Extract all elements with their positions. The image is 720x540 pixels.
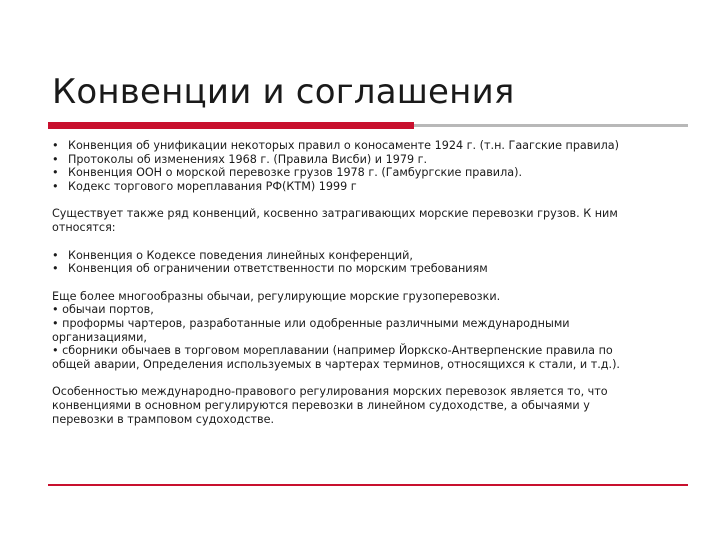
paragraph-feature [52,385,682,426]
list-item: • Конвенция об ограничении ответственности по морским требованиям [52,262,682,276]
paragraph-customs [52,290,682,372]
indirect-conventions-list [52,249,682,276]
paragraph-line: Особенностью международно-правового регулирования морских перевозок является то, что [52,385,608,399]
customs-item: • проформы чартеров, разработанные или одобренные различными международными [52,317,570,330]
slide-body [52,139,682,426]
customs-item: • сборники обычаев в торговом мореплавании (например Йоркско-Антверпенские правила по [52,344,613,357]
list-item: • Кодекс торгового мореплавания РФ(КТМ) 1999 г [52,180,682,194]
list-item: • Протоколы об изменениях 1968 г. (Правила Висби) и 1979 г. [52,153,682,167]
title-divider [48,124,688,127]
paragraph-line: Еще более многообразны обычаи, регулирующие морские грузоперевозки. [52,289,501,303]
customs-item-continuation: общей аварии, Определения используемых в чартерах терминов, относящихся к стали, и т.д.). [52,357,620,371]
paragraph-indirect-conventions [52,207,682,234]
list-item: • Конвенция ООН о морской перевозке грузов 1978 г. (Гамбургские правила). [52,166,682,180]
list-item: • Конвенция о Кодексе поведения линейных конференций, [52,249,682,263]
footer-divider [48,484,688,486]
list-item: • Конвенция об унификации некоторых правил о коносаменте 1924 г. (т.н. Гаагские правила) [52,139,682,153]
customs-item: • обычаи портов, [52,303,154,316]
customs-item-continuation: организациями, [52,330,147,344]
paragraph-line: перевозки в трамповом судоходстве. [52,412,275,426]
paragraph-line: Существует также ряд конвенций, косвенно затрагивающих морские перевозки грузов. К ним [52,207,618,221]
paragraph-line: относятся: [52,220,116,234]
conventions-list [52,139,682,193]
paragraph-line: конвенциями в основном регулируются перевозки в линейном судоходстве, а обычаями у [52,398,590,412]
slide-title: Конвенции и соглашения [52,72,515,112]
title-divider-accent [48,122,414,129]
